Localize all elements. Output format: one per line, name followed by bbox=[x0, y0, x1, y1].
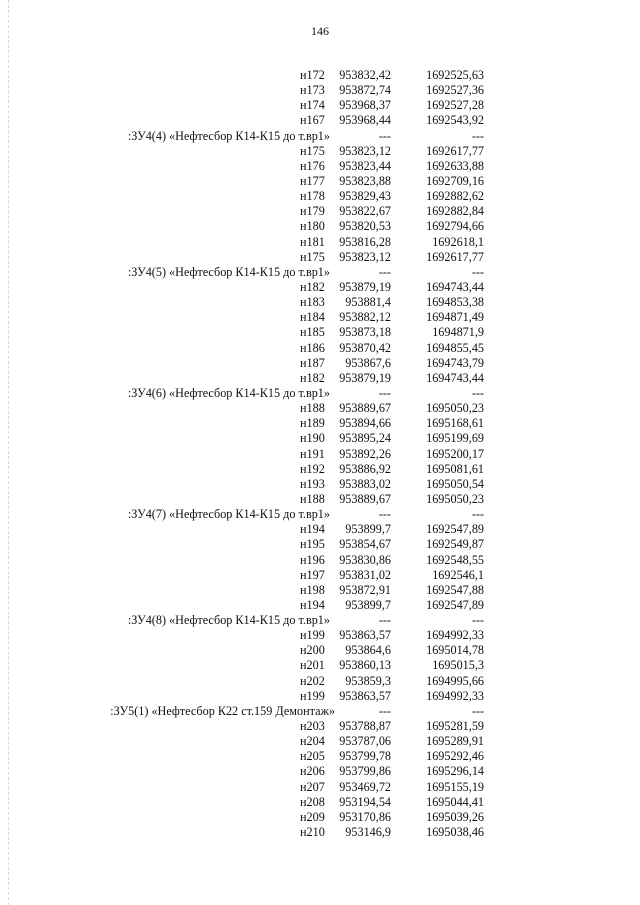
point-id: н187 bbox=[300, 355, 325, 370]
x-coordinate: 953816,28 bbox=[339, 234, 391, 249]
table-row bbox=[0, 598, 640, 613]
x-coordinate: 953899,7 bbox=[345, 522, 391, 537]
x-coordinate: 953968,37 bbox=[339, 98, 391, 113]
point-id: н199 bbox=[300, 628, 325, 643]
table-row bbox=[0, 583, 640, 598]
table-row bbox=[0, 189, 640, 204]
table-row bbox=[0, 825, 640, 840]
y-coordinate: 1695200,17 bbox=[426, 446, 484, 461]
y-coordinate: 1692633,88 bbox=[426, 158, 484, 173]
x-coordinate: 953968,44 bbox=[339, 113, 391, 128]
x-coordinate: 953469,72 bbox=[339, 779, 391, 794]
x-coordinate: 953863,57 bbox=[339, 628, 391, 643]
x-coordinate: 953889,67 bbox=[339, 491, 391, 506]
y-coordinate: 1695050,23 bbox=[426, 401, 484, 416]
dash-y: --- bbox=[471, 264, 484, 279]
x-coordinate: 953863,57 bbox=[339, 688, 391, 703]
point-id: н195 bbox=[300, 537, 325, 552]
y-coordinate: 1692548,55 bbox=[426, 552, 484, 567]
x-coordinate: 953823,12 bbox=[339, 143, 391, 158]
point-id: н205 bbox=[300, 749, 325, 764]
table-row bbox=[0, 780, 640, 795]
dash-x: --- bbox=[378, 703, 391, 718]
x-coordinate: 953799,86 bbox=[339, 764, 391, 779]
table-row bbox=[0, 447, 640, 462]
point-id: н180 bbox=[300, 219, 325, 234]
table-row bbox=[0, 371, 640, 386]
point-id: н179 bbox=[300, 204, 325, 219]
x-coordinate: 953864,6 bbox=[345, 643, 391, 658]
y-coordinate: 1694995,66 bbox=[426, 673, 484, 688]
table-row bbox=[0, 204, 640, 219]
coordinates-table bbox=[0, 68, 640, 840]
table-row bbox=[0, 764, 640, 779]
x-coordinate: 953859,3 bbox=[345, 673, 391, 688]
y-coordinate: 1694743,44 bbox=[426, 370, 484, 385]
table-row bbox=[0, 113, 640, 128]
x-coordinate: 953831,02 bbox=[339, 567, 391, 582]
section-row bbox=[0, 704, 640, 719]
y-coordinate: 1694855,45 bbox=[426, 340, 484, 355]
y-coordinate: 1692547,89 bbox=[426, 522, 484, 537]
y-coordinate: 1692547,89 bbox=[426, 597, 484, 612]
point-id: н210 bbox=[300, 825, 325, 840]
y-coordinate: 1695050,54 bbox=[426, 476, 484, 491]
dash-y: --- bbox=[471, 703, 484, 718]
table-row bbox=[0, 401, 640, 416]
table-row bbox=[0, 462, 640, 477]
point-id: н200 bbox=[300, 643, 325, 658]
point-id: н194 bbox=[300, 597, 325, 612]
point-id: н196 bbox=[300, 552, 325, 567]
x-coordinate: 953883,02 bbox=[339, 476, 391, 491]
y-coordinate: 1695081,61 bbox=[426, 461, 484, 476]
y-coordinate: 1692882,62 bbox=[426, 189, 484, 204]
point-id: н208 bbox=[300, 794, 325, 809]
y-coordinate: 1692794,66 bbox=[426, 219, 484, 234]
table-row bbox=[0, 235, 640, 250]
x-coordinate: 953799,78 bbox=[339, 749, 391, 764]
x-coordinate: 953194,54 bbox=[339, 794, 391, 809]
table-row bbox=[0, 325, 640, 340]
section-row bbox=[0, 129, 640, 144]
point-id: н191 bbox=[300, 446, 325, 461]
table-row bbox=[0, 250, 640, 265]
y-coordinate: 1692546,1 bbox=[432, 567, 484, 582]
y-coordinate: 1695292,46 bbox=[426, 749, 484, 764]
x-coordinate: 953832,42 bbox=[339, 68, 391, 82]
point-id: н207 bbox=[300, 779, 325, 794]
point-id: н188 bbox=[300, 401, 325, 416]
section-row bbox=[0, 507, 640, 522]
point-id: н182 bbox=[300, 279, 325, 294]
point-id: н172 bbox=[300, 68, 325, 82]
table-row bbox=[0, 83, 640, 98]
y-coordinate: 1695168,61 bbox=[426, 416, 484, 431]
dash-x: --- bbox=[378, 507, 391, 522]
section-label: :ЗУ5(1) «Нефтесбор К22 ст.159 Демонтаж» bbox=[110, 703, 335, 718]
y-coordinate: 1692527,28 bbox=[426, 98, 484, 113]
table-row bbox=[0, 658, 640, 673]
table-row bbox=[0, 568, 640, 583]
table-row bbox=[0, 219, 640, 234]
y-coordinate: 1695050,23 bbox=[426, 491, 484, 506]
table-row bbox=[0, 734, 640, 749]
dash-x: --- bbox=[378, 613, 391, 628]
point-id: н183 bbox=[300, 295, 325, 310]
table-row bbox=[0, 795, 640, 810]
x-coordinate: 953823,88 bbox=[339, 173, 391, 188]
y-coordinate: 1694871,9 bbox=[432, 325, 484, 340]
y-coordinate: 1694743,79 bbox=[426, 355, 484, 370]
table-row bbox=[0, 416, 640, 431]
point-id: н206 bbox=[300, 764, 325, 779]
x-coordinate: 953881,4 bbox=[345, 295, 391, 310]
point-id: н190 bbox=[300, 431, 325, 446]
point-id: н173 bbox=[300, 83, 325, 98]
x-coordinate: 953829,43 bbox=[339, 189, 391, 204]
x-coordinate: 953820,53 bbox=[339, 219, 391, 234]
y-coordinate: 1695199,69 bbox=[426, 431, 484, 446]
point-id: н201 bbox=[300, 658, 325, 673]
x-coordinate: 953879,19 bbox=[339, 279, 391, 294]
x-coordinate: 953170,86 bbox=[339, 809, 391, 824]
section-label: :ЗУ4(7) «Нефтесбор К14-К15 до т.вр1» bbox=[127, 507, 330, 522]
x-coordinate: 953892,26 bbox=[339, 446, 391, 461]
y-coordinate: 1695281,59 bbox=[426, 719, 484, 734]
section-label: :ЗУ4(6) «Нефтесбор К14-К15 до т.вр1» bbox=[127, 385, 330, 400]
x-coordinate: 953889,67 bbox=[339, 401, 391, 416]
x-coordinate: 953787,06 bbox=[339, 734, 391, 749]
table-row bbox=[0, 295, 640, 310]
point-id: н175 bbox=[300, 249, 325, 264]
table-row bbox=[0, 537, 640, 552]
point-id: н186 bbox=[300, 340, 325, 355]
point-id: н176 bbox=[300, 158, 325, 173]
table-row bbox=[0, 174, 640, 189]
dash-y: --- bbox=[471, 128, 484, 143]
y-coordinate: 1695015,3 bbox=[432, 658, 484, 673]
point-id: н202 bbox=[300, 673, 325, 688]
y-coordinate: 1694992,33 bbox=[426, 688, 484, 703]
table-row bbox=[0, 522, 640, 537]
table-row bbox=[0, 280, 640, 295]
point-id: н199 bbox=[300, 688, 325, 703]
page-number: 146 bbox=[311, 24, 329, 38]
table-row bbox=[0, 643, 640, 658]
table-row bbox=[0, 810, 640, 825]
point-id: н204 bbox=[300, 734, 325, 749]
x-coordinate: 953899,7 bbox=[345, 597, 391, 612]
y-coordinate: 1695039,26 bbox=[426, 809, 484, 824]
point-id: н167 bbox=[300, 113, 325, 128]
x-coordinate: 953882,12 bbox=[339, 310, 391, 325]
table-row bbox=[0, 689, 640, 704]
y-coordinate: 1694992,33 bbox=[426, 628, 484, 643]
x-coordinate: 953895,24 bbox=[339, 431, 391, 446]
y-coordinate: 1694871,49 bbox=[426, 310, 484, 325]
point-id: н193 bbox=[300, 476, 325, 491]
x-coordinate: 953830,86 bbox=[339, 552, 391, 567]
x-coordinate: 953146,9 bbox=[345, 825, 391, 840]
y-coordinate: 1694853,38 bbox=[426, 295, 484, 310]
y-coordinate: 1695289,91 bbox=[426, 734, 484, 749]
point-id: н175 bbox=[300, 143, 325, 158]
section-label: :ЗУ4(5) «Нефтесбор К14-К15 до т.вр1» bbox=[127, 264, 330, 279]
table-row bbox=[0, 553, 640, 568]
table-row bbox=[0, 144, 640, 159]
x-coordinate: 953894,66 bbox=[339, 416, 391, 431]
table-row bbox=[0, 674, 640, 689]
x-coordinate: 953867,6 bbox=[345, 355, 391, 370]
table-row bbox=[0, 492, 640, 507]
point-id: н203 bbox=[300, 719, 325, 734]
table-row bbox=[0, 356, 640, 371]
dash-x: --- bbox=[378, 385, 391, 400]
y-coordinate: 1695155,19 bbox=[426, 779, 484, 794]
table-row bbox=[0, 310, 640, 325]
table-row bbox=[0, 341, 640, 356]
y-coordinate: 1692709,16 bbox=[426, 173, 484, 188]
y-coordinate: 1695296,14 bbox=[426, 764, 484, 779]
point-id: н184 bbox=[300, 310, 325, 325]
point-id: н178 bbox=[300, 189, 325, 204]
x-coordinate: 953822,67 bbox=[339, 204, 391, 219]
dash-x: --- bbox=[378, 264, 391, 279]
x-coordinate: 953823,44 bbox=[339, 158, 391, 173]
table-row bbox=[0, 68, 640, 83]
table-row bbox=[0, 98, 640, 113]
y-coordinate: 1692549,87 bbox=[426, 537, 484, 552]
table-row bbox=[0, 431, 640, 446]
point-id: н181 bbox=[300, 234, 325, 249]
section-row bbox=[0, 265, 640, 280]
dash-x: --- bbox=[378, 128, 391, 143]
y-coordinate: 1692617,77 bbox=[426, 143, 484, 158]
x-coordinate: 953886,92 bbox=[339, 461, 391, 476]
point-id: н192 bbox=[300, 461, 325, 476]
y-coordinate: 1694743,44 bbox=[426, 279, 484, 294]
y-coordinate: 1692618,1 bbox=[432, 234, 484, 249]
x-coordinate: 953823,12 bbox=[339, 249, 391, 264]
table-row bbox=[0, 628, 640, 643]
point-id: н177 bbox=[300, 173, 325, 188]
x-coordinate: 953879,19 bbox=[339, 370, 391, 385]
table-row bbox=[0, 749, 640, 764]
x-coordinate: 953870,42 bbox=[339, 340, 391, 355]
dash-y: --- bbox=[471, 507, 484, 522]
point-id: н182 bbox=[300, 370, 325, 385]
x-coordinate: 953872,91 bbox=[339, 582, 391, 597]
x-coordinate: 953872,74 bbox=[339, 83, 391, 98]
section-row bbox=[0, 613, 640, 628]
table-row bbox=[0, 159, 640, 174]
point-id: н188 bbox=[300, 491, 325, 506]
section-row bbox=[0, 386, 640, 401]
y-coordinate: 1695038,46 bbox=[426, 825, 484, 840]
point-id: н174 bbox=[300, 98, 325, 113]
dash-y: --- bbox=[471, 385, 484, 400]
point-id: н194 bbox=[300, 522, 325, 537]
y-coordinate: 1692543,92 bbox=[426, 113, 484, 128]
y-coordinate: 1692547,88 bbox=[426, 582, 484, 597]
table-row bbox=[0, 477, 640, 492]
y-coordinate: 1692527,36 bbox=[426, 83, 484, 98]
point-id: н189 bbox=[300, 416, 325, 431]
x-coordinate: 953854,67 bbox=[339, 537, 391, 552]
table-row bbox=[0, 719, 640, 734]
section-label: :ЗУ4(8) «Нефтесбор К14-К15 до т.вр1» bbox=[127, 613, 330, 628]
section-label: :ЗУ4(4) «Нефтесбор К14-К15 до т.вр1» bbox=[127, 128, 330, 143]
point-id: н209 bbox=[300, 809, 325, 824]
y-coordinate: 1695014,78 bbox=[426, 643, 484, 658]
x-coordinate: 953788,87 bbox=[339, 719, 391, 734]
y-coordinate: 1695044,41 bbox=[426, 794, 484, 809]
point-id: н185 bbox=[300, 325, 325, 340]
dash-y: --- bbox=[471, 613, 484, 628]
y-coordinate: 1692882,84 bbox=[426, 204, 484, 219]
point-id: н198 bbox=[300, 582, 325, 597]
y-coordinate: 1692525,63 bbox=[426, 68, 484, 82]
x-coordinate: 953873,18 bbox=[339, 325, 391, 340]
y-coordinate: 1692617,77 bbox=[426, 249, 484, 264]
x-coordinate: 953860,13 bbox=[339, 658, 391, 673]
point-id: н197 bbox=[300, 567, 325, 582]
